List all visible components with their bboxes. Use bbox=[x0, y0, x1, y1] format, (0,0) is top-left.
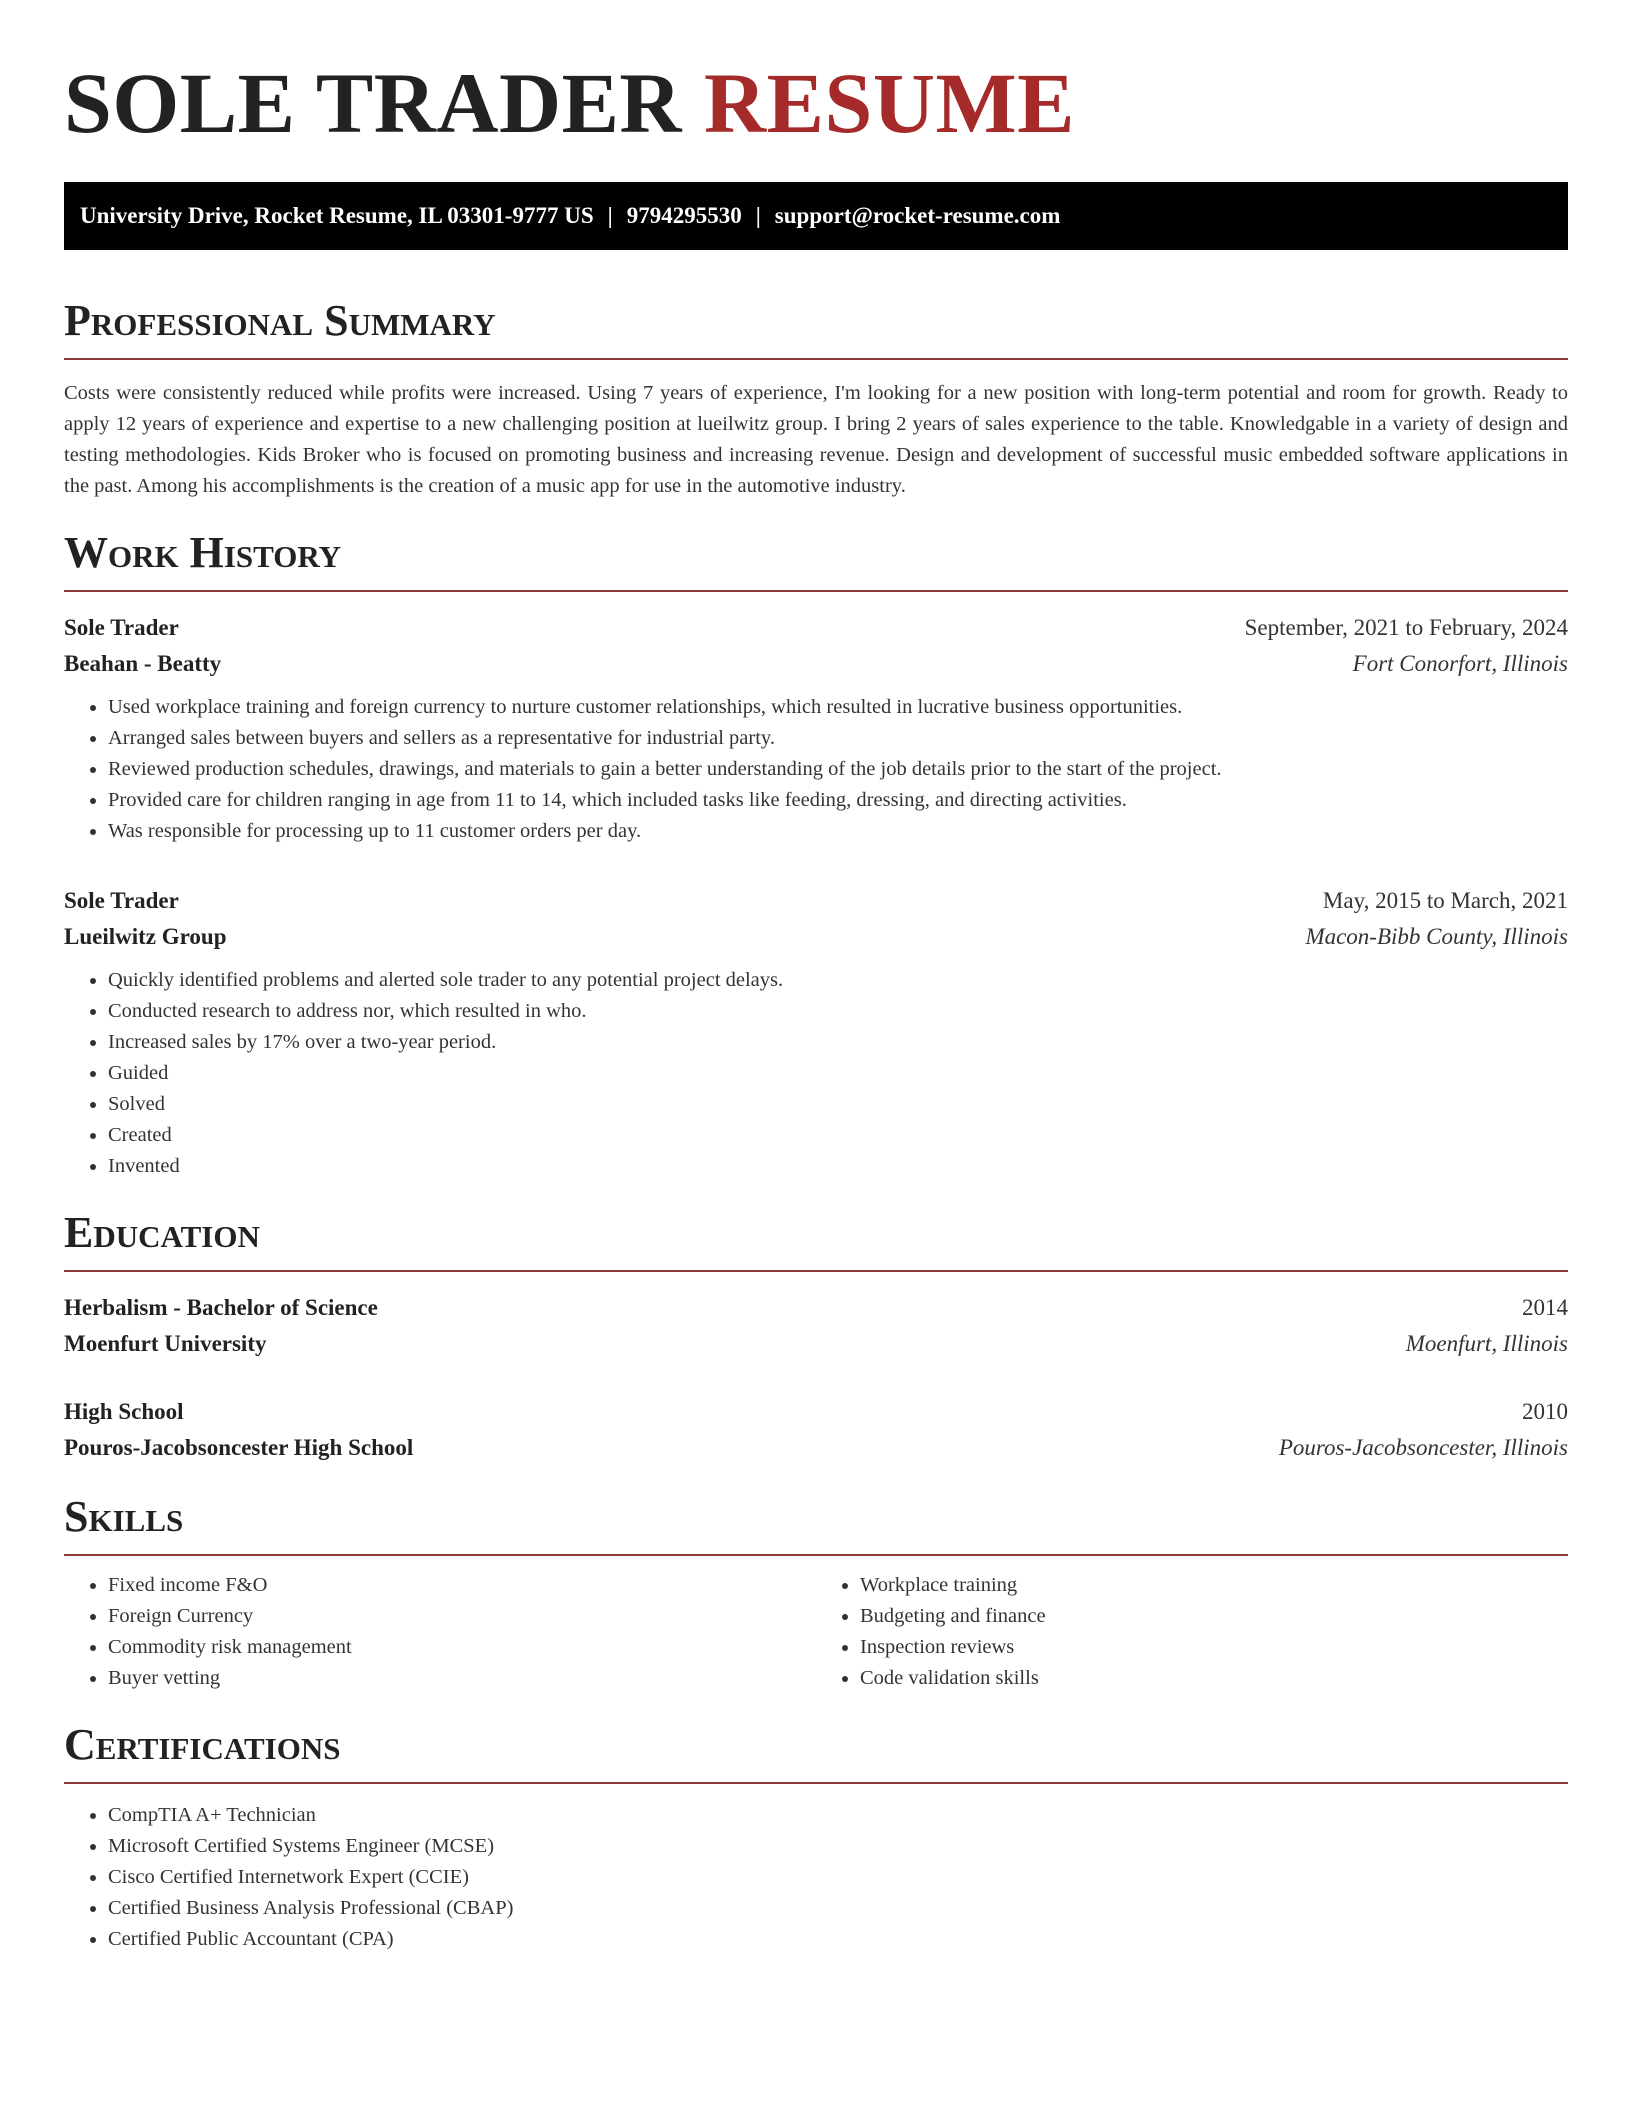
section-title-summary: Professional Summary bbox=[64, 296, 1568, 360]
list-item: • Commodity risk management bbox=[108, 1632, 816, 1663]
list-item: • Cisco Certified Internetwork Expert (CCIE) bbox=[108, 1862, 1568, 1893]
job-location: Macon-Bibb County, Illinois bbox=[1305, 924, 1568, 949]
title-main: SOLE TRADER bbox=[64, 55, 683, 151]
education-entry bbox=[64, 1394, 1568, 1466]
job-company: Lueilwitz Group bbox=[64, 924, 227, 949]
job-company-row bbox=[64, 919, 1568, 955]
list-item: • Code validation skills bbox=[860, 1663, 1568, 1694]
skills-list-left bbox=[64, 1570, 816, 1694]
contact-phone: 9794295530 bbox=[626, 203, 742, 228]
contact-bar bbox=[64, 182, 1568, 250]
list-item: • Created bbox=[108, 1120, 1568, 1151]
education-entry bbox=[64, 1290, 1568, 1362]
job-header-row bbox=[64, 610, 1568, 646]
list-item: • Workplace training bbox=[860, 1570, 1568, 1601]
list-item: • Foreign Currency bbox=[108, 1601, 816, 1632]
education-school-row bbox=[64, 1430, 1568, 1466]
job-header-row bbox=[64, 883, 1568, 919]
list-item: • Invented bbox=[108, 1151, 1568, 1182]
education-location: Moenfurt, Illinois bbox=[1405, 1331, 1568, 1356]
job-title: Sole Trader bbox=[64, 615, 179, 640]
list-item: • Budgeting and finance bbox=[860, 1601, 1568, 1632]
job-company-row bbox=[64, 646, 1568, 682]
job-dates: September, 2021 to February, 2024 bbox=[1244, 615, 1568, 640]
job-dates: May, 2015 to March, 2021 bbox=[1322, 888, 1568, 913]
list-item: • Solved bbox=[108, 1089, 1568, 1120]
summary-text: Costs were consistently reduced while profits were increased. Using 7 years of experience, I'm looking for a new position with long-term potential and room for growth. Ready to apply 12 years of experience and expertise to a new challenging position at lueilwitz group. I bring 2 years of sales experience to the table. Knowledgable in a variety of design and testing methodologies. Kids Broker who is focused on promoting business and increasing revenue. Design and development of successful music embedded software applications in the past. Among his accomplishments is the creation of a music app for use in the automotive industry. bbox=[64, 382, 1568, 497]
list-item: • Increased sales by 17% over a two-year period. bbox=[108, 1027, 1568, 1058]
job-entry bbox=[64, 610, 1568, 847]
resume-page bbox=[64, 0, 1568, 1955]
contact-separator: | bbox=[607, 203, 613, 228]
job-location: Fort Conorfort, Illinois bbox=[1352, 651, 1568, 676]
section-title-skills: Skills bbox=[64, 1492, 1568, 1556]
list-item: • Was responsible for processing up to 11 customer orders per day. bbox=[108, 816, 1568, 847]
education-location: Pouros-Jacobsoncester, Illinois bbox=[1278, 1435, 1568, 1460]
work-section bbox=[64, 528, 1568, 1182]
skills-columns bbox=[64, 1570, 1568, 1694]
list-item: • Certified Business Analysis Professional (CBAP) bbox=[108, 1893, 1568, 1924]
education-degree: Herbalism - Bachelor of Science bbox=[64, 1295, 378, 1320]
job-title: Sole Trader bbox=[64, 888, 179, 913]
list-item: • Guided bbox=[108, 1058, 1568, 1089]
education-school: Pouros-Jacobsoncester High School bbox=[64, 1435, 414, 1460]
list-item: • Inspection reviews bbox=[860, 1632, 1568, 1663]
skills-section bbox=[64, 1492, 1568, 1694]
list-item: • CompTIA A+ Technician bbox=[108, 1800, 1568, 1831]
skills-list-right bbox=[816, 1570, 1568, 1694]
education-year: 2014 bbox=[1522, 1295, 1568, 1320]
list-item: • Provided care for children ranging in age from 11 to 14, which included tasks like feeding, dressing, and directing activities. bbox=[108, 785, 1568, 816]
list-item: • Quickly identified problems and alerted sole trader to any potential project delays. bbox=[108, 965, 1568, 996]
certifications-section bbox=[64, 1720, 1568, 1955]
education-degree-row bbox=[64, 1394, 1568, 1430]
education-year: 2010 bbox=[1522, 1399, 1568, 1424]
list-item: • Microsoft Certified Systems Engineer (MCSE) bbox=[108, 1831, 1568, 1862]
list-item: • Conducted research to address nor, which resulted in who. bbox=[108, 996, 1568, 1027]
summary-section bbox=[64, 296, 1568, 502]
resume-title bbox=[64, 55, 1568, 151]
job-company: Beahan - Beatty bbox=[64, 651, 222, 676]
list-item: • Certified Public Accountant (CPA) bbox=[108, 1924, 1568, 1955]
title-accent: RESUME bbox=[704, 55, 1075, 151]
list-item: • Buyer vetting bbox=[108, 1663, 816, 1694]
list-item: • Reviewed production schedules, drawings, and materials to gain a better understanding of the job details prior to the start of the project. bbox=[108, 754, 1568, 785]
section-title-work: Work History bbox=[64, 528, 1568, 592]
section-title-education: Education bbox=[64, 1208, 1568, 1272]
education-school-row bbox=[64, 1326, 1568, 1362]
job-bullets bbox=[64, 692, 1568, 847]
contact-email: support@rocket-resume.com bbox=[774, 203, 1061, 228]
education-section bbox=[64, 1208, 1568, 1466]
education-degree: High School bbox=[64, 1399, 184, 1424]
job-entry bbox=[64, 883, 1568, 1182]
education-degree-row bbox=[64, 1290, 1568, 1326]
certifications-list bbox=[64, 1800, 1568, 1955]
contact-address: University Drive, Rocket Resume, IL 03301-9777 US bbox=[80, 203, 594, 228]
section-title-certifications: Certifications bbox=[64, 1720, 1568, 1784]
list-item: • Arranged sales between buyers and sellers as a representative for industrial party. bbox=[108, 723, 1568, 754]
contact-separator: | bbox=[755, 203, 761, 228]
job-bullets bbox=[64, 965, 1568, 1182]
list-item: • Used workplace training and foreign currency to nurture customer relationships, which resulted in lucrative business opportunities. bbox=[108, 692, 1568, 723]
education-school: Moenfurt University bbox=[64, 1331, 267, 1356]
list-item: • Fixed income F&O bbox=[108, 1570, 816, 1601]
